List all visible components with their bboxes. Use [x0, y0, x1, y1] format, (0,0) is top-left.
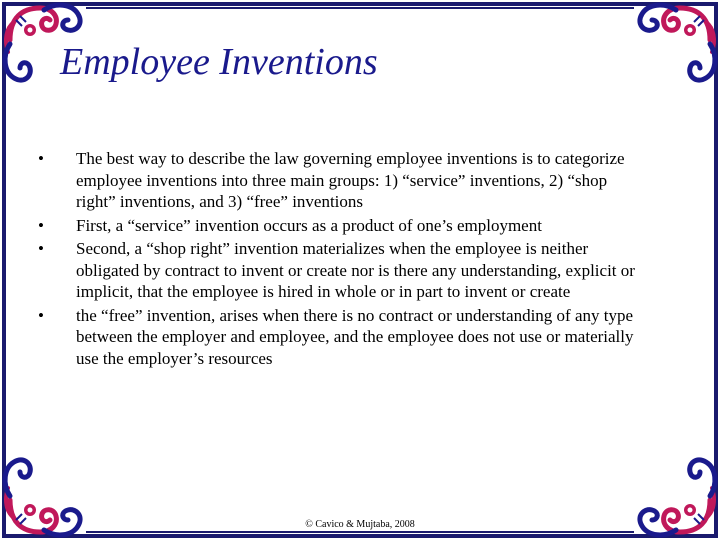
- bullet-list: [38, 148, 648, 371]
- slide-title: Employee Inventions: [60, 41, 378, 83]
- bullet-marker: •: [38, 149, 44, 168]
- bullet-item: [38, 305, 648, 370]
- corner-ornament-top-right-icon: [640, 5, 715, 80]
- copyright-footer: © Cavico & Mujtaba, 2008: [305, 519, 415, 530]
- bullet-text: the “free” invention, arises when there is no contract or understanding of any type between the employer and employee, and the employee does not use or materially use the employer’s resources: [76, 305, 634, 368]
- bullet-item: [38, 215, 648, 237]
- bullet-marker: •: [38, 305, 44, 325]
- bullet-text: Second, a “shop right” invention materializes when the employee is neither obligated by contract to invent or create nor is there any understanding, explicit or implicit, that the employee is hired in whole or in part to invent or create: [76, 239, 635, 301]
- bullet-marker: •: [38, 215, 44, 235]
- bullet-item: [38, 148, 648, 213]
- bullet-text: First, a “service” invention occurs as a product of one’s employment: [76, 215, 542, 235]
- bullet-item: [38, 238, 648, 303]
- bullet-marker: •: [38, 239, 44, 258]
- bullet-text: The best way to describe the law governing employee inventions is to categorize employee inventions into three main groups: 1) “service” inventions, 2) “shop right” inventions, and 3) “free” inventions: [76, 149, 625, 211]
